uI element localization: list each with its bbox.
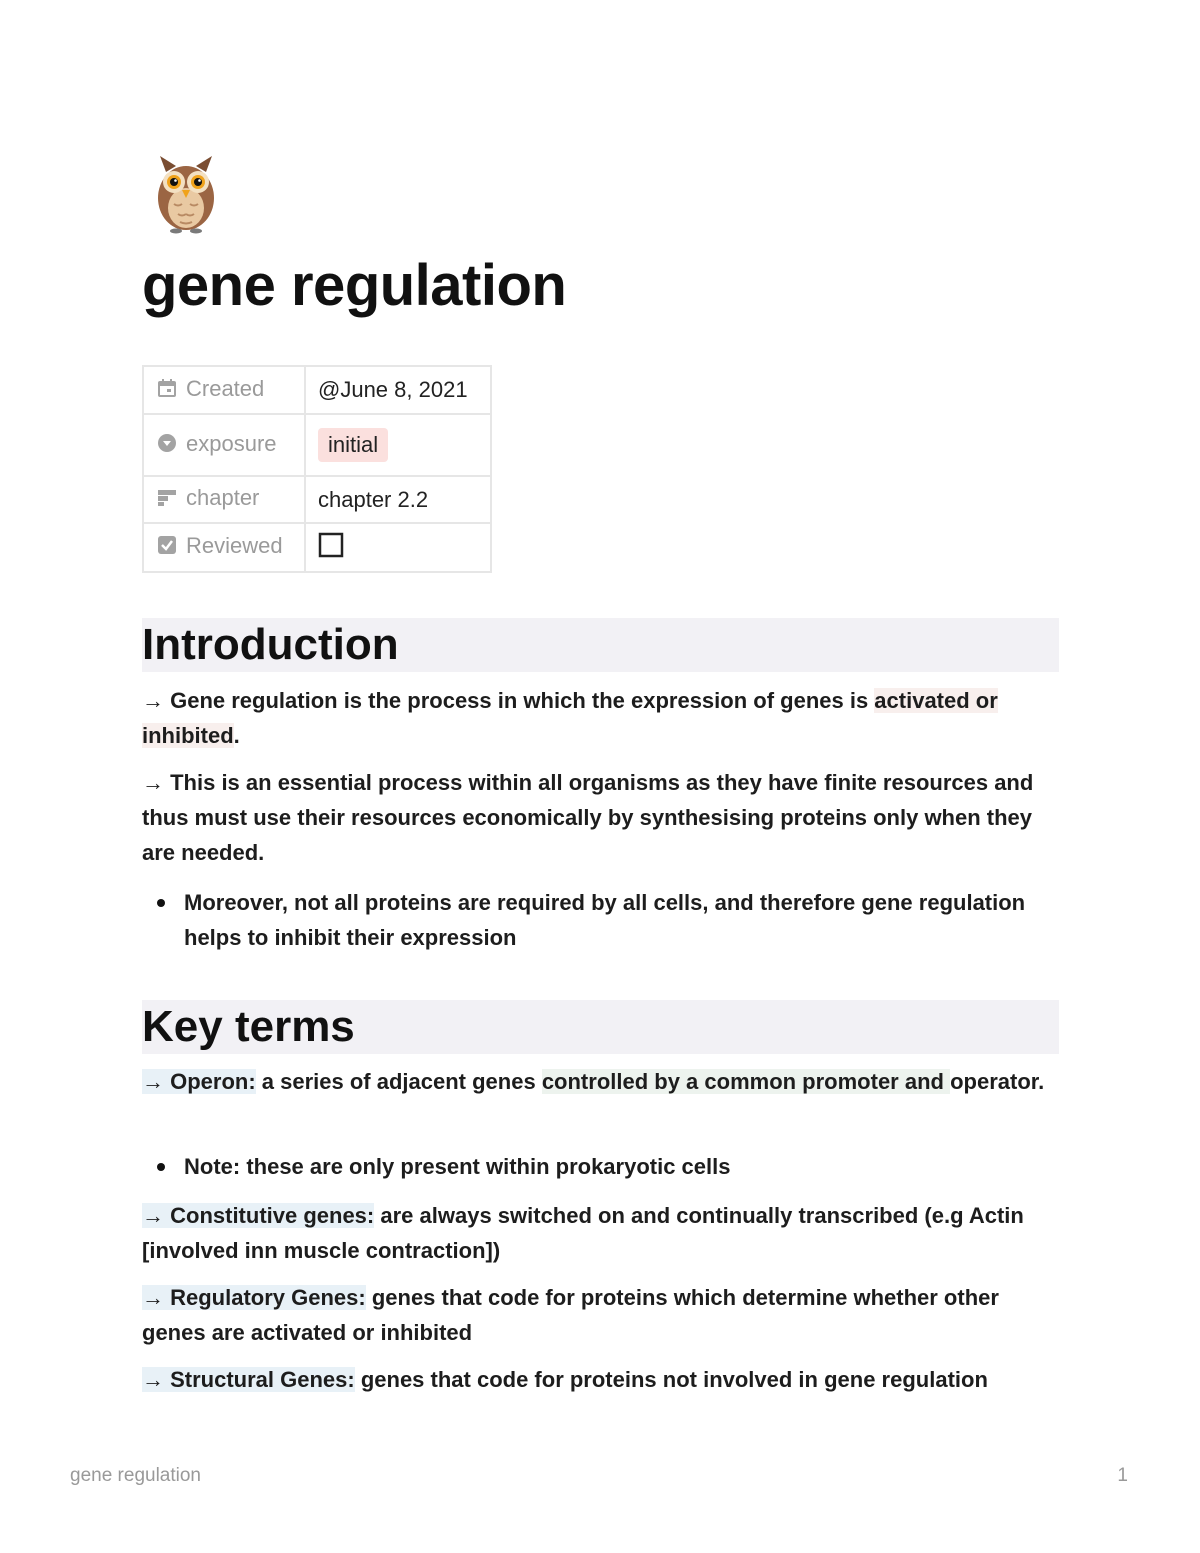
property-row-created[interactable] [143,366,491,414]
property-key-label: Reviewed [186,533,283,558]
arrow-glyph: → [142,688,164,713]
text-icon [156,486,178,514]
reviewed-checkbox[interactable] [318,532,344,564]
property-key-label: chapter [186,485,260,510]
property-key [143,366,305,414]
list-item: Moreover, not all proteins are required by all cells, and therefore gene regulation helps to inhibit their expression [184,885,1044,955]
property-value[interactable]: @June 8, 2021 [305,366,491,414]
property-key [143,414,305,476]
checkbox-icon [156,534,178,562]
term-constitutive-genes: → Constitutive genes: are always switched on and continually transcribed (e.g Actin [involved inn muscle contraction]) [142,1203,1024,1263]
property-row-reviewed[interactable] [143,523,491,572]
bullet-dot [157,899,165,907]
paragraph-intro-1: → Gene regulation is the process in which the expression of genes is activated or inhibited. [142,688,998,748]
page-number: 1 [1117,1465,1128,1486]
property-row-chapter[interactable] [143,476,491,523]
property-value [305,523,491,572]
property-value[interactable] [305,414,491,476]
property-key-label: exposure [186,430,277,456]
term-label: → Operon: [142,1069,256,1094]
arrow-glyph: → [142,770,164,795]
select-icon [156,432,178,460]
term-operon: → Operon: a series of adjacent genes controlled by a common promoter and operator. [142,1069,1045,1094]
section-heading-introduction: Introduction [142,618,1059,672]
owl-icon[interactable] [150,152,222,234]
term-regulatory-genes: → Regulatory Genes: genes that code for proteins which determine whether other genes are activated or inhibited [142,1285,999,1345]
property-key [143,523,305,572]
calendar-icon [156,377,178,405]
term-label: → Structural Genes: [142,1367,355,1392]
footer-title: gene regulation [70,1465,201,1486]
paragraph-intro-2: → This is an essential process within all organisms as they have finite resources and thus must use their resources economically by synthesising proteins only when they are needed. [142,770,1034,865]
property-key [143,476,305,523]
property-value[interactable]: chapter 2.2 [305,476,491,523]
section-heading-key-terms: Key terms [142,1000,1059,1054]
term-label: → Regulatory Genes: [142,1285,366,1310]
bullet-dot [157,1163,165,1171]
term-structural-genes: → Structural Genes: genes that code for proteins not involved in gene regulation [142,1367,988,1392]
exposure-tag[interactable]: initial [318,428,388,462]
property-key-label: Created [186,375,265,401]
property-row-exposure[interactable] [143,414,491,476]
page-title: gene regulation [142,253,567,318]
highlight: controlled by a common promoter and [541,1069,951,1094]
properties-table [142,365,492,573]
highlight: activated or inhibited [142,688,998,748]
term-label: → Constitutive genes: [142,1203,375,1228]
list-item: Note: these are only present within prokaryotic cells [184,1149,1044,1184]
